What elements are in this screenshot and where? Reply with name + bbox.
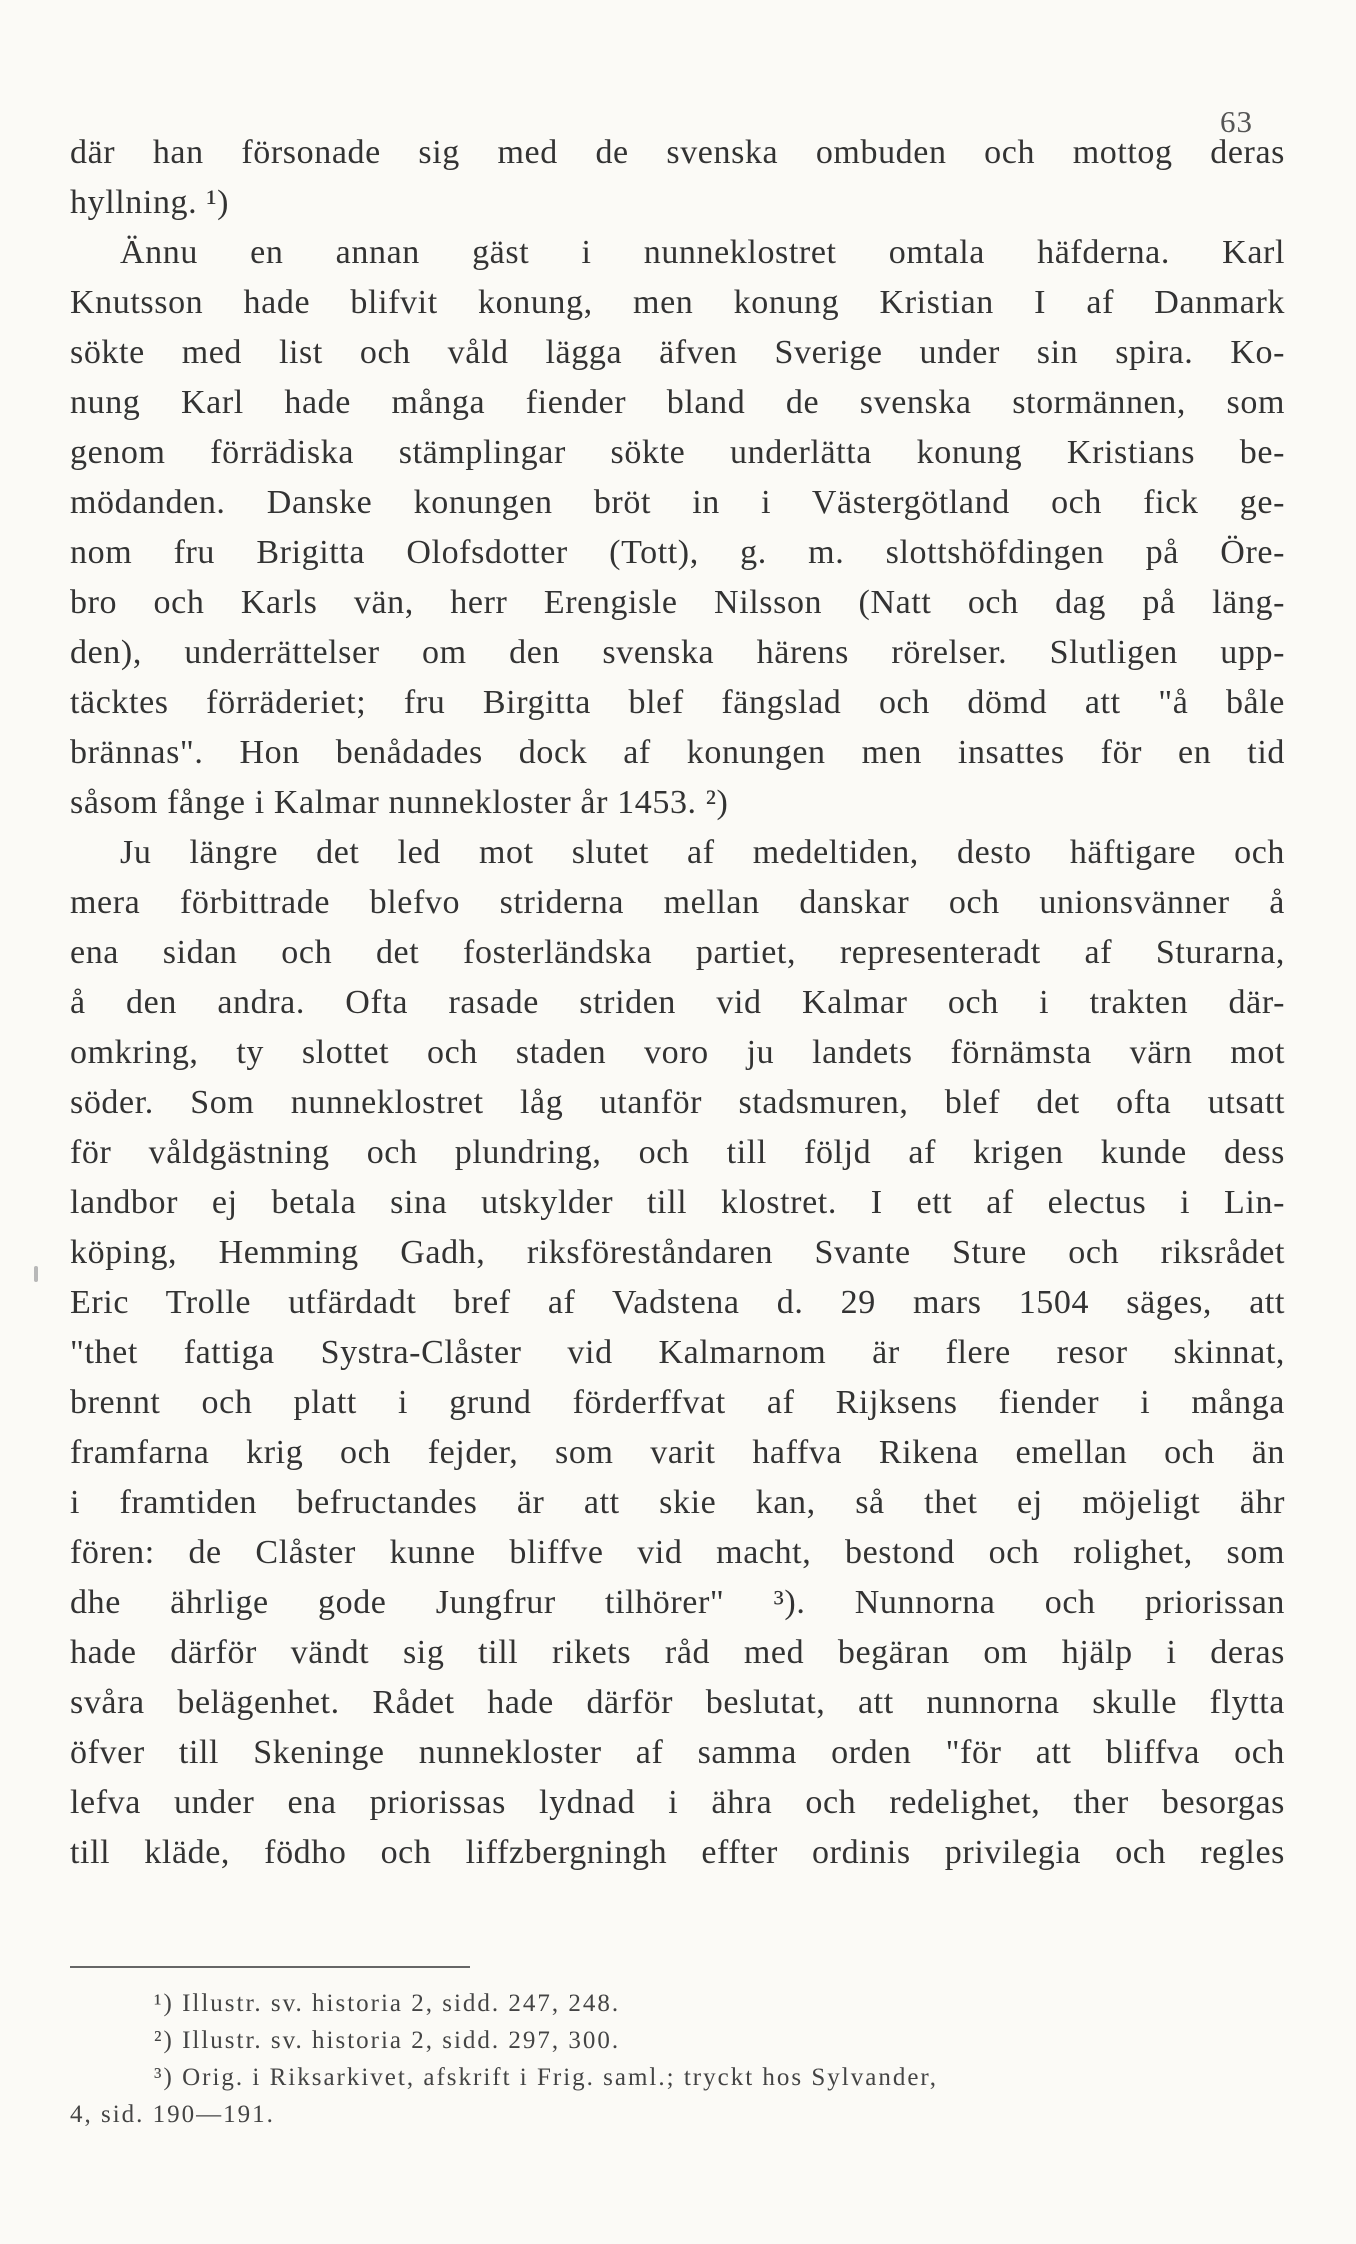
footnotes	[70, 1985, 1285, 2133]
text-line: sökte med list och våld lägga äfven Sverige under sin spira. Ko-	[70, 334, 1285, 371]
text-line: hade därför vändt sig till rikets råd med begäran om hjälp i deras	[70, 1634, 1285, 1671]
text-line: söder. Som nunneklostret låg utanför stadsmuren, blef det ofta utsatt	[70, 1084, 1285, 1121]
text-line: till kläde, födho och liffzbergningh effter ordinis privilegia och regles	[70, 1834, 1285, 1871]
text-line: framfarna krig och fejder, som varit haffva Rikena emellan och än	[70, 1434, 1285, 1471]
text-line: genom förrädiska stämplingar sökte underlätta konung Kristians be-	[70, 434, 1285, 471]
text-line: å den andra. Ofta rasade striden vid Kalmar och i trakten där-	[70, 984, 1285, 1021]
text-line: Eric Trolle utfärdadt bref af Vadstena d. 29 mars 1504 säges, att	[70, 1284, 1285, 1321]
text-line: svåra belägenhet. Rådet hade därför beslutat, att nunnorna skulle flytta	[70, 1684, 1285, 1721]
text-line: Ju längre det led mot slutet af medeltiden, desto häftigare och	[120, 834, 1285, 871]
text-line: köping, Hemming Gadh, riksföreståndaren Svante Sture och riksrådet	[70, 1234, 1285, 1271]
text-line: omkring, ty slottet och staden voro ju landets förnämsta värn mot	[70, 1034, 1285, 1071]
text-line: dhe ährlige gode Jungfrur tilhörer" ³). Nunnorna och priorissan	[70, 1584, 1285, 1621]
margin-mark	[34, 1266, 38, 1282]
text-line: öfver till Skeninge nunnekloster af samma orden "för att bliffva och	[70, 1734, 1285, 1771]
text-line: ena sidan och det fosterländska partiet, representeradt af Sturarna,	[70, 934, 1285, 971]
footnote-divider	[70, 1966, 470, 1968]
footnote: ³) Orig. i Riksarkivet, afskrift i Frig. saml.; tryckt hos Sylvander,	[154, 2064, 938, 2091]
text-line: nung Karl hade många fiender bland de svenska stormännen, som	[70, 384, 1285, 421]
footnote: ¹) Illustr. sv. historia 2, sidd. 247, 248.	[154, 1990, 621, 2017]
text-line: lefva under ena priorissas lydnad i ähra och redelighet, ther besorgas	[70, 1784, 1285, 1821]
footnote: ²) Illustr. sv. historia 2, sidd. 297, 300.	[154, 2027, 621, 2054]
text-line: brännas". Hon benådades dock af konungen men insattes för en tid	[70, 734, 1285, 771]
text-line: den), underrättelser om den svenska härens rörelser. Slutligen upp-	[70, 634, 1285, 671]
text-line: Knutsson hade blifvit konung, men konung Kristian I af Danmark	[70, 284, 1285, 321]
text-line: landbor ej betala sina utskylder till klostret. I ett af electus i Lin-	[70, 1184, 1285, 1221]
text-line: "thet fattiga Systra-Clåster vid Kalmarnom är flere resor skinnat,	[70, 1334, 1285, 1371]
text-line: brennt och platt i grund förderffvat af Rijksens fiender i många	[70, 1384, 1285, 1421]
text-line: täcktes förräderiet; fru Birgitta blef fängslad och dömd att "å båle	[70, 684, 1285, 721]
text-line: hyllning. ¹)	[70, 184, 230, 221]
text-line: mödanden. Danske konungen bröt in i Västergötland och fick ge-	[70, 484, 1285, 521]
text-line: Ännu en annan gäst i nunneklostret omtala häfderna. Karl	[120, 234, 1285, 271]
footnote-continuation: 4, sid. 190—191.	[70, 2101, 275, 2128]
text-line: för våldgästning och plundring, och till följd af krigen kunde dess	[70, 1134, 1285, 1171]
text-line: mera förbittrade blefvo striderna mellan danskar och unionsvänner å	[70, 884, 1285, 921]
body-text	[70, 128, 1285, 1878]
text-line: i framtiden befructandes är att skie kan, så thet ej möjeligt ähr	[70, 1484, 1285, 1521]
text-line: där han försonade sig med de svenska ombuden och mottog deras	[70, 134, 1285, 171]
text-line: nom fru Brigitta Olofsdotter (Tott), g. m. slottshöfdingen på Öre-	[70, 534, 1285, 571]
text-line: bro och Karls vän, herr Erengisle Nilsson (Natt och dag på läng-	[70, 584, 1285, 621]
text-line: såsom fånge i Kalmar nunnekloster år 1453. ²)	[70, 784, 729, 821]
text-line: fören: de Clåster kunne bliffve vid macht, bestond och rolighet, som	[70, 1534, 1285, 1571]
page-number: 63	[1220, 104, 1253, 139]
